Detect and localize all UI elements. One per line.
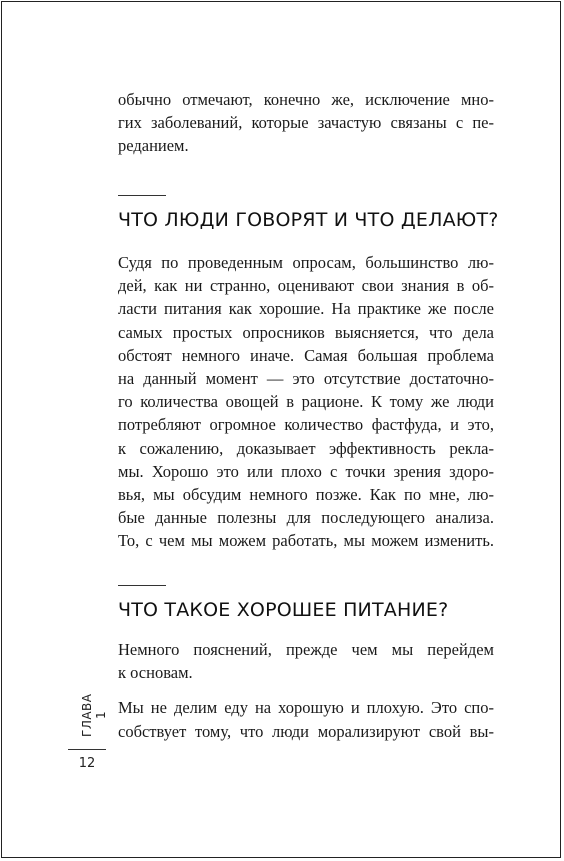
page-number: 12 <box>78 756 96 771</box>
text-line: самых простых опросников выясняется, что дела <box>118 322 494 342</box>
text-line: мы. Хорошо это или плохо с точки зрения здоро- <box>118 461 494 481</box>
text-line: на данный момент — это отсутствие достаточно- <box>118 369 494 389</box>
section-divider <box>118 585 166 586</box>
section2-paragraph-1 <box>118 638 494 684</box>
text-line: Мы не делим еду на хорошую и плохую. Это спо- <box>118 698 494 718</box>
text-line: Судя по проведенным опросам, большинство лю- <box>118 253 494 272</box>
text-line: гих заболеваний, которые зачастую связаны с пе- <box>118 113 494 133</box>
page-number-divider <box>68 749 106 750</box>
text-line: реданием. <box>118 136 189 156</box>
text-line: к основам. <box>118 663 193 683</box>
section2-paragraph-2 <box>118 696 494 742</box>
text-line: ласти питания как хорошие. На практике же после <box>118 299 494 319</box>
text-line: к сожалению, доказывает эффективность рекла- <box>118 438 494 458</box>
section1-body <box>118 251 494 553</box>
text-line: Немного пояснений, прежде чем мы перейдем <box>118 640 494 659</box>
intro-paragraph <box>118 88 494 158</box>
text-line: собствует тому, что люди морализируют свой вы- <box>118 721 494 741</box>
section-divider <box>118 195 166 196</box>
text-line: го количества овощей в рационе. К тому же люди <box>118 392 494 412</box>
section1-paragraph <box>118 251 494 553</box>
text-line: То, с чем мы можем работать, мы можем изменить. <box>118 531 494 551</box>
text-line: обычно отмечают, конечно же, исключение мно- <box>118 90 494 109</box>
text-line: обстоят немного иначе. Самая большая проблема <box>118 345 494 365</box>
section-heading: ЧТО ЛЮДИ ГОВОРЯТ И ЧТО ДЕЛАЮТ? <box>118 209 499 231</box>
section-heading: ЧТО ТАКОЕ ХОРОШЕЕ ПИТАНИЕ? <box>118 599 449 621</box>
text-line: вья, мы обсудим немного позже. Как по мне, лю- <box>118 485 494 505</box>
text-line: бые данные полезны для последующего анализа. <box>118 508 494 528</box>
section2-body <box>118 638 494 743</box>
text-line: дей, как ни странно, оценивают свои знания в об- <box>118 276 494 296</box>
text-line: потребляют огромное количество фастфуда, и это, <box>118 415 494 435</box>
chapter-label: ГЛАВА 1 <box>80 693 108 737</box>
intro-paragraph-block <box>118 88 494 158</box>
